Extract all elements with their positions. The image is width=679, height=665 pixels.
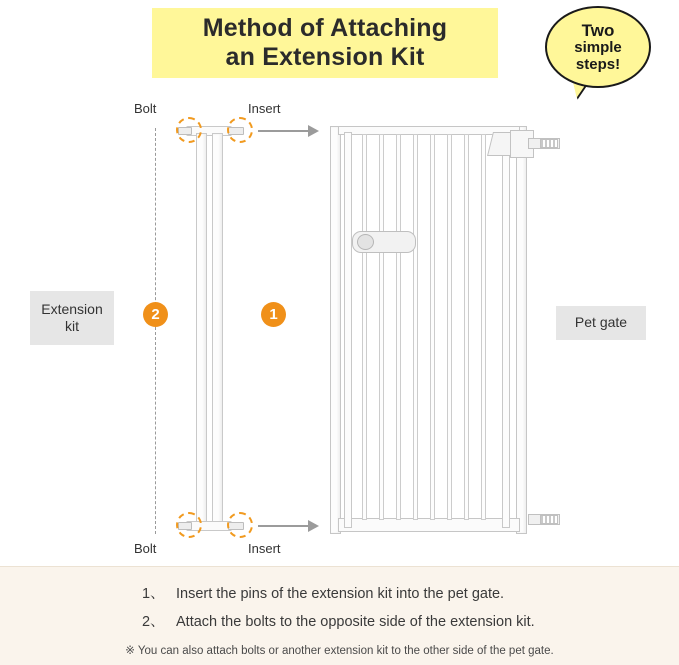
label-insert-top: Insert <box>248 101 281 116</box>
pet-gate-drawing <box>330 126 560 534</box>
footer-instructions <box>0 566 679 665</box>
gate-latch-knob <box>357 234 374 250</box>
label-extension-kit-line-1: Extension <box>41 300 103 317</box>
bolt-guide-line <box>155 128 156 534</box>
arrow-line-bottom <box>258 525 310 527</box>
page-title-line-2: an Extension Kit <box>225 43 425 71</box>
two-simple-steps-badge <box>545 6 655 94</box>
arrow-head-bottom <box>308 520 319 532</box>
badge-circle <box>545 6 651 88</box>
gate-screw-thread-top <box>540 139 558 148</box>
page-title-line-1: Method of Attaching <box>202 13 448 42</box>
label-pet-gate: Pet gate <box>556 306 646 340</box>
badge-line-2: simple <box>574 38 622 56</box>
footer-step-1-number: 1、 <box>142 586 165 602</box>
gate-bar <box>464 134 469 520</box>
footer-note: ※ You can also attach bolts or another extension kit to the other side of the pet gate. <box>125 645 554 657</box>
bolt-highlight-circle-top <box>176 117 202 143</box>
extension-bar-left <box>196 133 207 531</box>
gate-bar <box>430 134 435 520</box>
gate-bar <box>362 134 367 520</box>
arrow-head-top <box>308 125 319 137</box>
gate-bar <box>379 134 384 520</box>
gate-frame-left <box>330 126 341 534</box>
gate-bar <box>413 134 418 520</box>
footer-step-2-number: 2、 <box>142 614 165 630</box>
extension-bar-right <box>212 133 223 531</box>
gate-inner-post-right <box>502 132 510 528</box>
gate-frame-right <box>516 126 527 534</box>
bolt-highlight-circle-bottom <box>176 512 202 538</box>
gate-bar <box>447 134 452 520</box>
page-title <box>152 8 498 78</box>
gate-inner-post-left <box>344 132 352 528</box>
insert-highlight-circle-top <box>227 117 253 143</box>
arrow-line-top <box>258 130 310 132</box>
gate-screw-thread-bottom <box>540 515 558 524</box>
label-extension-kit <box>30 291 114 345</box>
insert-highlight-circle-bottom <box>227 512 253 538</box>
badge-line-1: Two <box>581 20 615 40</box>
label-bolt-top: Bolt <box>134 101 157 116</box>
gate-bar <box>396 134 401 520</box>
label-extension-kit-line-2: kit <box>65 318 79 334</box>
label-bolt-bottom: Bolt <box>134 541 157 556</box>
gate-bottom-rail <box>338 518 520 532</box>
footer-step-2 <box>142 610 535 631</box>
footer-step-1-text: Insert the pins of the extension kit into the pet gate. <box>176 586 505 602</box>
label-insert-bottom: Insert <box>248 541 281 556</box>
footer-step-1 <box>142 582 504 603</box>
badge-line-3: steps! <box>575 55 621 73</box>
gate-bar <box>481 134 486 520</box>
step-circle-1: 1 <box>261 302 286 327</box>
footer-step-2-text: Attach the bolts to the opposite side of the extension kit. <box>176 614 535 630</box>
step-circle-2: 2 <box>143 302 168 327</box>
